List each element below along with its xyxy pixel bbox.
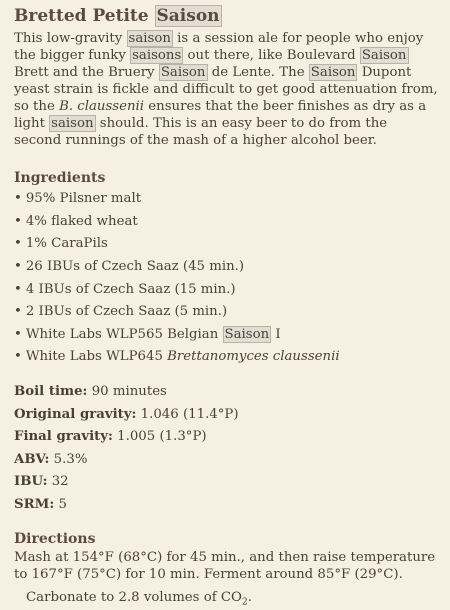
stat-final-gravity bbox=[14, 426, 438, 449]
list-item bbox=[14, 211, 438, 234]
title-text: Bretted Petite bbox=[14, 6, 155, 26]
intro-italic: B. claussenii bbox=[59, 99, 145, 115]
bullet: • bbox=[14, 281, 22, 297]
ingredient-italic: Brettanomyces claussenii bbox=[167, 349, 340, 365]
ingredients-heading: Ingredients bbox=[14, 169, 106, 186]
ingredient-text: White Labs WLP645 bbox=[25, 349, 168, 365]
ingredient-text: 1% CaraPils bbox=[25, 236, 108, 252]
ingredient-text: 4% flaked wheat bbox=[25, 213, 138, 229]
stat-label: Final gravity: bbox=[14, 429, 113, 445]
intro-text: de Lente. The bbox=[207, 65, 309, 81]
ingredient-text: 4 IBUs of Czech Saaz (15 min.) bbox=[25, 281, 236, 297]
recipe-stats bbox=[14, 381, 438, 517]
list-item bbox=[14, 301, 438, 324]
ingredient-text: 2 IBUs of Czech Saaz (5 min.) bbox=[25, 304, 228, 320]
search-highlight: Saison bbox=[310, 65, 356, 81]
search-highlight: saison bbox=[51, 116, 94, 132]
directions-heading: Directions bbox=[14, 530, 96, 547]
intro-text: is a session ale for people who enjoy the bigger funky bbox=[14, 31, 424, 64]
stat-value: 5 bbox=[54, 497, 67, 513]
stat-label: ABV: bbox=[14, 451, 50, 467]
ingredient-text: White Labs WLP565 Belgian bbox=[25, 326, 223, 342]
intro-text: This low-gravity bbox=[14, 31, 127, 47]
intro-text: Dupont yeast strain is fickle and difficult to get good attenuation from, so the bbox=[14, 65, 438, 115]
stat-label: IBU: bbox=[14, 474, 48, 490]
list-item bbox=[14, 346, 438, 369]
bullet: • bbox=[14, 349, 22, 365]
search-highlight: Saison bbox=[361, 48, 407, 64]
intro-paragraph bbox=[14, 30, 438, 149]
list-item bbox=[14, 256, 438, 279]
carb-end: . bbox=[247, 590, 252, 606]
ingredient-text: 95% Pilsner malt bbox=[25, 191, 142, 207]
carbonation-text bbox=[26, 589, 438, 609]
stat-value: 90 minutes bbox=[87, 384, 167, 400]
recipe-title bbox=[14, 6, 438, 26]
directions-text: Mash at 154°F (68°C) for 45 min., and then raise temperature to 167°F (75°C) for 10 min. Ferment around 85°F (29°C). bbox=[14, 550, 436, 583]
search-highlight: saison bbox=[128, 31, 171, 47]
ingredients-list bbox=[14, 188, 438, 369]
intro-text: ensures that the beer finishes as dry as a light bbox=[14, 99, 427, 132]
stat-label: SRM: bbox=[14, 497, 55, 513]
stat-ibu bbox=[14, 471, 438, 494]
intro-text: Brett and the Bruery bbox=[14, 65, 159, 81]
stat-boil-time bbox=[14, 381, 438, 404]
bullet: • bbox=[14, 191, 22, 207]
stat-value: 5.3% bbox=[49, 451, 88, 467]
search-highlight: Saison bbox=[224, 326, 270, 342]
search-highlight: saisons bbox=[132, 48, 182, 64]
stat-value: 32 bbox=[47, 474, 69, 490]
list-item bbox=[14, 233, 438, 256]
carb-text: Carbonate to 2.8 volumes of CO bbox=[26, 590, 242, 606]
carb-subscript: 2 bbox=[241, 598, 248, 609]
stat-srm bbox=[14, 494, 438, 517]
bullet: • bbox=[14, 304, 22, 320]
stat-original-gravity bbox=[14, 404, 438, 427]
intro-text: out there, like Boulevard bbox=[183, 48, 360, 64]
list-item bbox=[14, 188, 438, 211]
intro-text: should. This is an easy beer to do from the second runnings of the mash of a higher alcohol beer. bbox=[14, 116, 388, 149]
bullet: • bbox=[14, 213, 22, 229]
stat-label: Original gravity: bbox=[14, 406, 137, 422]
bullet: • bbox=[14, 236, 22, 252]
ingredient-text: 26 IBUs of Czech Saaz (45 min.) bbox=[25, 259, 245, 275]
bullet: • bbox=[14, 259, 22, 275]
ingredient-text: I bbox=[271, 326, 281, 342]
stat-label: Boil time: bbox=[14, 384, 88, 400]
search-highlight: Saison bbox=[160, 65, 206, 81]
bullet: • bbox=[14, 326, 22, 342]
stat-value: 1.046 (11.4°P) bbox=[136, 406, 239, 422]
list-item bbox=[14, 279, 438, 302]
list-item bbox=[14, 324, 438, 347]
stat-abv bbox=[14, 449, 438, 472]
stat-value: 1.005 (1.3°P) bbox=[112, 429, 207, 445]
search-highlight: Saison bbox=[156, 6, 220, 26]
